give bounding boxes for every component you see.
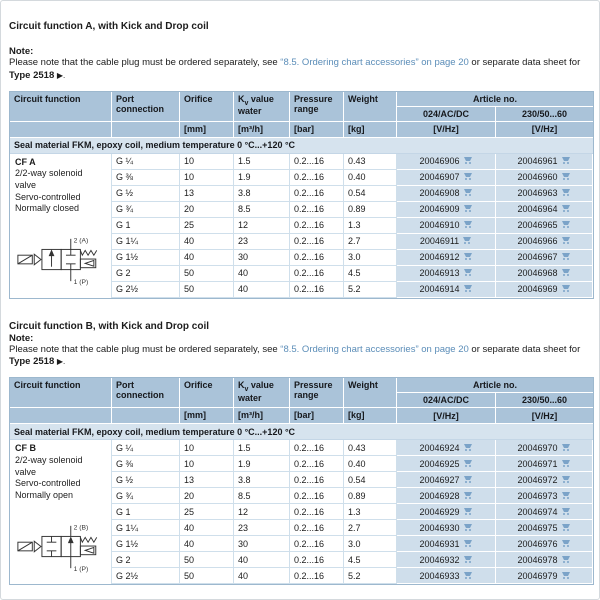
kv-cell: 1.9 xyxy=(234,170,290,186)
article-cell xyxy=(397,520,496,536)
product-line: Normally closed xyxy=(15,203,80,214)
orifice-cell: 50 xyxy=(180,568,234,584)
article-cell xyxy=(496,520,593,536)
pressure-cell: 0.2...16 xyxy=(290,472,344,488)
article-number: 20046908 xyxy=(419,188,460,199)
col-header-article-024: 024/AC/DC xyxy=(397,107,496,122)
weight-cell: 4.5 xyxy=(344,266,397,282)
port-cell: G 2 xyxy=(112,552,180,568)
pressure-cell: 0.2...16 xyxy=(290,456,344,472)
port-cell: G 2 xyxy=(112,266,180,282)
article-number: 20046930 xyxy=(419,522,460,533)
product-code: CF B xyxy=(15,443,36,454)
col-header-article-024: 024/AC/DC xyxy=(397,393,496,408)
weight-cell: 3.0 xyxy=(344,250,397,266)
article-cell xyxy=(496,154,593,170)
pressure-cell: 0.2...16 xyxy=(290,234,344,250)
note-text: Please note that the cable plug must be ordered separately, see xyxy=(9,57,281,68)
kv-cell: 8.5 xyxy=(234,488,290,504)
weight-cell: 2.7 xyxy=(344,520,397,536)
col-header-weight: Weight xyxy=(344,92,397,122)
ordering-table-b xyxy=(9,377,594,585)
article-cell xyxy=(496,568,593,584)
orifice-cell: 20 xyxy=(180,488,234,504)
cart-icon[interactable] xyxy=(463,220,473,229)
orifice-cell: 13 xyxy=(180,472,234,488)
orifice-cell: 10 xyxy=(180,170,234,186)
pressure-cell: 0.2...16 xyxy=(290,552,344,568)
cart-icon[interactable] xyxy=(561,539,571,548)
orifice-cell: 25 xyxy=(180,218,234,234)
orifice-cell: 50 xyxy=(180,282,234,298)
cart-icon[interactable] xyxy=(561,172,571,181)
col-header-weight: Weight xyxy=(344,378,397,408)
weight-cell: 5.2 xyxy=(344,568,397,584)
kv-cell: 40 xyxy=(234,282,290,298)
article-cell xyxy=(496,234,593,250)
note-label: Note: xyxy=(9,332,34,344)
pressure-cell: 0.2...16 xyxy=(290,266,344,282)
unit-vhz: [V/Hz] xyxy=(397,122,496,138)
kv-cell: 1.5 xyxy=(234,154,290,170)
col-header-kv-value: $K_v$ value water xyxy=(234,92,290,122)
article-cell xyxy=(397,504,496,520)
cart-icon[interactable] xyxy=(561,236,571,245)
article-cell xyxy=(397,552,496,568)
cart-icon[interactable] xyxy=(463,188,473,197)
section-b-heading: Circuit function B, with Kick and Drop coil xyxy=(9,320,210,332)
article-cell xyxy=(397,568,496,584)
pressure-cell: 0.2...16 xyxy=(290,186,344,202)
article-number: 20046966 xyxy=(517,236,558,247)
col-header-article-no: Article no. xyxy=(397,92,593,107)
cart-icon[interactable] xyxy=(561,459,571,468)
orifice-cell: 40 xyxy=(180,250,234,266)
weight-cell: 0.54 xyxy=(344,472,397,488)
weight-cell: 1.3 xyxy=(344,218,397,234)
unit-bar: [bar] xyxy=(290,408,344,424)
col-header-article-no: Article no. xyxy=(397,378,593,393)
product-line: Servo-controlled xyxy=(15,478,81,489)
unit-empty xyxy=(112,408,180,424)
article-cell xyxy=(397,488,496,504)
article-cell xyxy=(496,186,593,202)
kv-cell: 3.8 xyxy=(234,186,290,202)
pressure-cell: 0.2...16 xyxy=(290,218,344,234)
kv-cell: 1.5 xyxy=(234,440,290,456)
article-cell xyxy=(496,266,593,282)
product-description-cell xyxy=(10,440,112,584)
unit-vhz: [V/Hz] xyxy=(496,122,593,138)
col-header-article-230: 230/50...60 xyxy=(496,393,593,408)
weight-cell: 2.7 xyxy=(344,234,397,250)
article-number: 20046907 xyxy=(419,172,460,183)
cart-icon[interactable] xyxy=(463,443,473,452)
article-cell xyxy=(496,552,593,568)
article-number: 20046963 xyxy=(517,188,558,199)
cart-icon[interactable] xyxy=(561,443,571,452)
article-number: 20046961 xyxy=(517,156,558,167)
article-cell xyxy=(496,472,593,488)
cart-icon[interactable] xyxy=(561,491,571,500)
cart-icon[interactable] xyxy=(463,252,473,261)
article-number: 20046976 xyxy=(517,538,558,549)
port-label-top: 2 (B) xyxy=(73,524,89,532)
cart-icon[interactable] xyxy=(561,284,571,293)
unit-mm: [mm] xyxy=(180,408,234,424)
orifice-cell: 40 xyxy=(180,536,234,552)
article-cell xyxy=(397,266,496,282)
weight-cell: 0.40 xyxy=(344,456,397,472)
article-number: 20046928 xyxy=(419,490,460,501)
article-cell xyxy=(397,456,496,472)
article-cell xyxy=(397,536,496,552)
unit-empty xyxy=(10,122,112,138)
article-cell xyxy=(496,282,593,298)
col-header-circuit-function: Circuit function xyxy=(10,92,112,122)
note-label: Note: xyxy=(9,46,34,57)
unit-kg: [kg] xyxy=(344,122,397,138)
cart-icon[interactable] xyxy=(463,571,473,580)
arrow-right-icon: ▶. xyxy=(56,70,66,80)
cart-icon[interactable] xyxy=(561,204,571,213)
article-number: 20046925 xyxy=(419,458,460,469)
pressure-cell: 0.2...16 xyxy=(290,488,344,504)
article-number: 20046913 xyxy=(419,268,460,279)
orifice-cell: 13 xyxy=(180,186,234,202)
col-header-kv-value: $K_v$ value water xyxy=(234,378,290,408)
cart-icon[interactable] xyxy=(561,523,571,532)
orifice-cell: 40 xyxy=(180,520,234,536)
product-code: CF A xyxy=(15,156,36,167)
product-line: Normally open xyxy=(15,490,74,500)
weight-cell: 0.89 xyxy=(344,488,397,504)
cart-icon[interactable] xyxy=(463,156,473,165)
article-cell xyxy=(397,218,496,234)
note-paragraph xyxy=(9,344,591,370)
port-cell: G 1 xyxy=(112,218,180,234)
unit-empty xyxy=(112,122,180,138)
header-row xyxy=(10,92,593,107)
article-number: 20046911 xyxy=(419,236,460,247)
col-header-port-connection: Port connection xyxy=(112,92,180,122)
cart-icon[interactable] xyxy=(561,555,571,564)
port-cell: G 1½ xyxy=(112,250,180,266)
article-number: 20046931 xyxy=(419,538,460,549)
cart-icon[interactable] xyxy=(561,188,571,197)
cart-icon[interactable] xyxy=(561,156,571,165)
kv-cell: 23 xyxy=(234,520,290,536)
article-number: 20046965 xyxy=(517,220,558,231)
article-number: 20046927 xyxy=(419,474,460,485)
weight-cell: 0.43 xyxy=(344,154,397,170)
note-text: Please note that the cable plug must be ordered separately, see xyxy=(9,343,281,355)
cart-icon[interactable] xyxy=(463,268,473,277)
pressure-cell: 0.2...16 xyxy=(290,202,344,218)
cart-icon[interactable] xyxy=(463,539,473,548)
col-header-orifice: Orifice xyxy=(180,378,234,408)
cart-icon[interactable] xyxy=(561,507,571,516)
article-number: 20046924 xyxy=(419,442,460,453)
article-number: 20046960 xyxy=(517,172,558,183)
note-type-ref: Type 2518 xyxy=(9,69,57,81)
port-cell: G ¼ xyxy=(112,440,180,456)
article-number: 20046975 xyxy=(517,522,558,533)
cart-icon[interactable] xyxy=(561,475,571,484)
units-row xyxy=(10,122,593,138)
orifice-cell: 40 xyxy=(180,234,234,250)
weight-cell: 3.0 xyxy=(344,536,397,552)
unit-m3h: [m³/h] xyxy=(234,122,290,138)
table-row xyxy=(10,440,593,456)
cart-icon[interactable] xyxy=(561,571,571,580)
article-cell xyxy=(397,250,496,266)
section-a-heading: Circuit function A, with Kick and Drop coil xyxy=(9,21,209,32)
unit-mm: [mm] xyxy=(180,122,234,138)
article-number: 20046933 xyxy=(419,570,460,581)
cart-icon[interactable] xyxy=(463,204,473,213)
orifice-cell: 50 xyxy=(180,266,234,282)
kv-cell: 23 xyxy=(234,234,290,250)
orifice-cell: 10 xyxy=(180,456,234,472)
pressure-cell: 0.2...16 xyxy=(290,282,344,298)
port-label-bottom: 1 (P) xyxy=(73,279,89,287)
cart-icon[interactable] xyxy=(463,172,473,181)
arrow-right-icon: ▶. xyxy=(56,357,66,367)
cart-icon[interactable] xyxy=(561,268,571,277)
port-cell: G ¾ xyxy=(112,202,180,218)
pressure-cell: 0.2...16 xyxy=(290,504,344,520)
product-description-cell xyxy=(10,154,112,298)
kv-cell: 8.5 xyxy=(234,202,290,218)
kv-cell: 1.9 xyxy=(234,456,290,472)
unit-bar: [bar] xyxy=(290,122,344,138)
col-header-pressure-range: Pressure range xyxy=(290,92,344,122)
article-number: 20046969 xyxy=(517,284,558,295)
article-cell xyxy=(496,440,593,456)
cart-icon[interactable] xyxy=(463,491,473,500)
kv-cell: 3.8 xyxy=(234,472,290,488)
orifice-cell: 25 xyxy=(180,504,234,520)
note-type-ref: Type 2518 xyxy=(9,356,57,368)
article-number: 20046971 xyxy=(517,458,558,469)
article-cell xyxy=(496,488,593,504)
article-cell xyxy=(397,170,496,186)
port-cell: G ½ xyxy=(112,472,180,488)
kv-cell: 12 xyxy=(234,218,290,234)
ordering-chart-link[interactable]: “8.5. Ordering chart accessories” on page 20 xyxy=(280,57,469,68)
pressure-cell: 0.2...16 xyxy=(290,520,344,536)
weight-cell: 0.40 xyxy=(344,170,397,186)
orifice-cell: 10 xyxy=(180,440,234,456)
weight-cell: 1.3 xyxy=(344,504,397,520)
article-number: 20046964 xyxy=(517,204,558,215)
article-cell xyxy=(397,472,496,488)
cart-icon[interactable] xyxy=(463,459,473,468)
cart-icon[interactable] xyxy=(463,523,473,532)
article-number: 20046970 xyxy=(517,442,558,453)
kv-cell: 30 xyxy=(234,250,290,266)
cart-icon[interactable] xyxy=(462,236,472,245)
port-cell: G 1¼ xyxy=(112,520,180,536)
kv-cell: 30 xyxy=(234,536,290,552)
header-row xyxy=(10,378,593,393)
units-row xyxy=(10,408,593,424)
article-cell xyxy=(496,504,593,520)
weight-cell: 0.54 xyxy=(344,186,397,202)
orifice-cell: 10 xyxy=(180,154,234,170)
article-number: 20046929 xyxy=(419,506,460,517)
article-cell xyxy=(496,456,593,472)
unit-vhz: [V/Hz] xyxy=(496,408,593,424)
article-number: 20046932 xyxy=(419,554,460,565)
pressure-cell: 0.2...16 xyxy=(290,568,344,584)
page-content xyxy=(1,1,599,585)
weight-cell: 0.89 xyxy=(344,202,397,218)
port-cell: G ¾ xyxy=(112,488,180,504)
pressure-cell: 0.2...16 xyxy=(290,250,344,266)
kv-cell: 40 xyxy=(234,568,290,584)
port-cell: G ½ xyxy=(112,186,180,202)
article-number: 20046973 xyxy=(517,490,558,501)
port-label-bottom: 1 (P) xyxy=(73,565,89,573)
kv-cell: 40 xyxy=(234,266,290,282)
col-header-pressure-range: Pressure range xyxy=(290,378,344,408)
article-number: 20046912 xyxy=(419,252,460,263)
seal-material-row: Seal material FKM, epoxy coil, medium temperature 0 °C...+120 °C xyxy=(10,424,593,440)
pressure-cell: 0.2...16 xyxy=(290,154,344,170)
article-cell xyxy=(496,202,593,218)
weight-cell: 5.2 xyxy=(344,282,397,298)
port-cell: G ¼ xyxy=(112,154,180,170)
article-number: 20046910 xyxy=(419,220,460,231)
weight-cell: 0.43 xyxy=(344,440,397,456)
port-cell: G 2½ xyxy=(112,568,180,584)
cart-icon[interactable] xyxy=(561,252,571,261)
article-number: 20046974 xyxy=(517,506,558,517)
product-line: 2/2-way solenoid valve xyxy=(15,454,83,477)
article-cell xyxy=(397,154,496,170)
note-text: or separate data sheet for xyxy=(468,57,581,68)
article-cell xyxy=(397,282,496,298)
article-cell xyxy=(496,250,593,266)
unit-kg: [kg] xyxy=(344,408,397,424)
col-header-port-connection: Port connection xyxy=(112,378,180,408)
table-row xyxy=(10,154,593,170)
article-cell xyxy=(397,234,496,250)
valve-symbol-normally-open-icon xyxy=(15,520,115,574)
seal-material-row: Seal material FKM, epoxy coil, medium temperature 0 °C...+120 °C xyxy=(10,138,593,154)
product-line: 2/2-way solenoid valve xyxy=(15,168,83,190)
article-number: 20046914 xyxy=(419,284,460,295)
article-number: 20046978 xyxy=(517,554,558,565)
unit-m3h: [m³/h] xyxy=(234,408,290,424)
article-cell xyxy=(496,536,593,552)
article-cell xyxy=(496,170,593,186)
cart-icon[interactable] xyxy=(463,507,473,516)
article-number: 20046906 xyxy=(419,156,460,167)
pressure-cell: 0.2...16 xyxy=(290,440,344,456)
article-number: 20046968 xyxy=(517,268,558,279)
col-header-orifice: Orifice xyxy=(180,92,234,122)
article-cell xyxy=(496,218,593,234)
pressure-cell: 0.2...16 xyxy=(290,170,344,186)
port-cell: G 1½ xyxy=(112,536,180,552)
port-label-top: 2 (A) xyxy=(73,237,89,245)
cart-icon[interactable] xyxy=(463,555,473,564)
weight-cell: 4.5 xyxy=(344,552,397,568)
article-number: 20046979 xyxy=(517,570,558,581)
port-cell: G 1¼ xyxy=(112,234,180,250)
orifice-cell: 50 xyxy=(180,552,234,568)
article-number: 20046909 xyxy=(419,204,460,215)
ordering-chart-link[interactable]: “8.5. Ordering chart accessories” on page 20 xyxy=(280,343,469,355)
product-line: Servo-controlled xyxy=(15,191,81,202)
cart-icon[interactable] xyxy=(463,475,473,484)
article-number: 20046967 xyxy=(517,252,558,263)
cart-icon[interactable] xyxy=(561,220,571,229)
col-header-circuit-function: Circuit function xyxy=(10,378,112,408)
kv-cell: 12 xyxy=(234,504,290,520)
note-text: or separate data sheet for xyxy=(468,343,581,355)
port-cell: G 1 xyxy=(112,504,180,520)
ordering-table-a xyxy=(9,91,594,299)
note-paragraph xyxy=(9,57,591,83)
port-cell: G ⅜ xyxy=(112,170,180,186)
pressure-cell: 0.2...16 xyxy=(290,536,344,552)
valve-symbol-normally-closed-icon xyxy=(15,233,115,287)
kv-cell: 40 xyxy=(234,552,290,568)
article-cell xyxy=(397,186,496,202)
port-cell: G ⅜ xyxy=(112,456,180,472)
orifice-cell: 20 xyxy=(180,202,234,218)
article-cell xyxy=(397,202,496,218)
unit-vhz: [V/Hz] xyxy=(397,408,496,424)
port-cell: G 2½ xyxy=(112,282,180,298)
article-number: 20046972 xyxy=(517,474,558,485)
unit-empty xyxy=(10,408,112,424)
cart-icon[interactable] xyxy=(463,284,473,293)
article-cell xyxy=(397,440,496,456)
col-header-article-230: 230/50...60 xyxy=(496,107,593,122)
